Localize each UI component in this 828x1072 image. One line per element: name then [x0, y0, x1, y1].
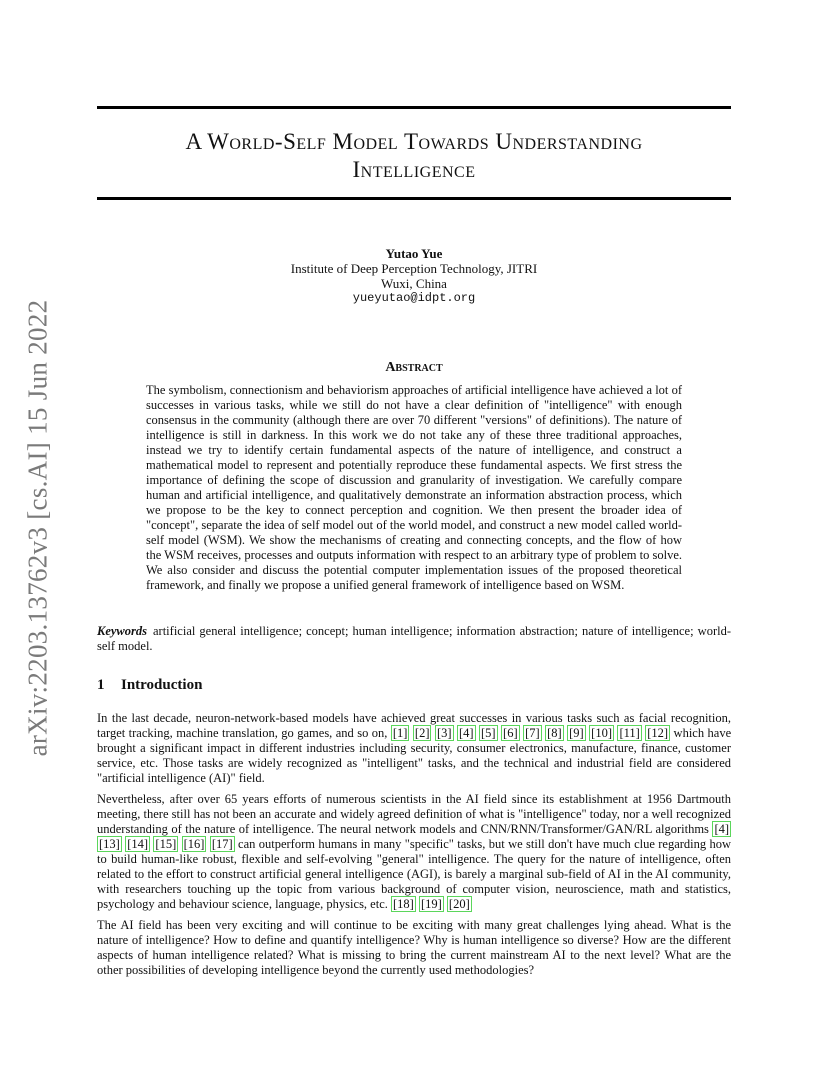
- citation-link[interactable]: [6]: [503, 726, 518, 740]
- citation-link[interactable]: [9]: [569, 726, 584, 740]
- citation-link[interactable]: [1]: [392, 726, 408, 740]
- citation-link[interactable]: [5]: [481, 726, 496, 740]
- paper-title-line-1: A World-Self Model Towards Understanding: [185, 129, 643, 154]
- intro-paragraph-2: [97, 792, 731, 912]
- intro-p2-text: Nevertheless, after over 65 years efforts of numerous scientists in the AI field since its establishment at 1956 Dartmouth meeting, there still has not been an accurate and widely agreed definition of what is "intelligence" today, nor a well recognized understanding of the nature of intelligence. The neural network models and CNN/RNN/Transformer/GAN/RL algorithms: [97, 792, 731, 836]
- title-bottom-rule: [97, 197, 731, 200]
- paper-title-line-2: Intelligence: [352, 157, 476, 182]
- intro-p1-citations: [391, 725, 670, 741]
- citation-link[interactable]: [3]: [436, 726, 452, 740]
- author-name: Yutao Yue: [385, 246, 443, 261]
- citation-link[interactable]: [2]: [414, 726, 430, 740]
- citation-link[interactable]: [8]: [547, 726, 562, 740]
- intro-p1-tail: which have brought a significant impact in different industries including security, consumer electronics, manufacture, finance, customer service, etc. Those tasks are widely recognized as "intelligent" tasks, and the technical and industrial field are considered "artificial intelligence (AI)" field.: [97, 726, 732, 785]
- introduction-body: [97, 711, 731, 984]
- intro-p1-text: In the last decade, neuron-network-based models have achieved great successes in various tasks such as facial recognition, target tracking, machine translation, go games, and so on,: [97, 711, 731, 740]
- citation-link[interactable]: [15]: [155, 837, 177, 851]
- author-affiliation: Institute of Deep Perception Technology, JITRI: [290, 261, 538, 276]
- arxiv-identifier-stamp: [22, 296, 54, 760]
- citation-link[interactable]: [20]: [448, 897, 470, 911]
- paper-title: [97, 128, 731, 184]
- section-title: Introduction: [121, 677, 203, 693]
- citation-link[interactable]: [14]: [127, 837, 149, 851]
- citation-link[interactable]: [4]: [458, 726, 474, 740]
- section-number: 1: [97, 677, 105, 693]
- keywords-label: Keywords: [97, 624, 147, 638]
- citation-link[interactable]: [12]: [647, 726, 669, 740]
- citation-link[interactable]: [18]: [393, 897, 414, 911]
- author-email[interactable]: yueyutao@idpt.org: [352, 291, 476, 305]
- author-block: [97, 246, 731, 306]
- intro-p2-mid: can outperform humans in many "specific" tasks, but we still don't have much clue regarding how to build human-like robust, flexible and self-evolving "general" intelligence. The query for the nature of intelligence, often related to the effort to construct artificial general intelligence (AGI), is barely a marginal sub-field of AI in the AI community, with researchers touching up the topic from various background of computer vision, neuroscience, math and statistics, psychology and behaviour science, language, physics, etc.: [97, 837, 732, 911]
- author-location: Wuxi, China: [381, 276, 447, 291]
- intro-paragraph-1: [97, 711, 731, 786]
- citation-link[interactable]: [10]: [591, 726, 612, 740]
- title-top-rule: [97, 106, 731, 109]
- citation-link[interactable]: [13]: [99, 837, 120, 851]
- citation-link[interactable]: [19]: [420, 897, 442, 911]
- citation-link[interactable]: [11]: [619, 726, 640, 740]
- abstract-heading: Abstract: [385, 360, 443, 375]
- keywords-text: artificial general intelligence; concept; human intelligence; information abstraction; nature of intelligence; world-self model.: [97, 624, 731, 653]
- keywords-paragraph: [97, 624, 731, 654]
- citation-link[interactable]: [7]: [525, 726, 540, 740]
- abstract-text: The symbolism, connectionism and behaviorism approaches of artificial intelligence have achieved a lot of successes in various tasks, while we still do not have a clear definition of "intelligence" with enough consensus in the community (although there are over 70 different "versions" of definitions). The nature of intelligence is still in darkness. In this work we do not take any of these three traditional approaches, instead we try to identify certain fundamental aspects of the nature of intelligence, and construct a mathematical model to represent and potentially reproduce these fundamental aspects. We first stress the importance of defining the scope of discussion and granularity of investigation. We carefully compare human and artificial intelligence, and qualitatively demonstrate an information abstraction process, which we propose to be the key to connect perception and cognition. We then present the broader idea of "concept", separate the idea of self model out of the world model, and construct a new model called world-self model (WSM). We show the mechanisms of creating and connecting concepts, and the flow of how the WSM receives, processes and outputs information with respect to an arbitrary type of problem to solve. We also consider and discuss the potential computer implementation issues of the proposed theoretical framework, and finally we propose a unified general framework of intelligence based on WSM.: [146, 383, 682, 592]
- intro-p2-citations-end: [391, 896, 472, 912]
- citation-link[interactable]: [16]: [183, 837, 205, 851]
- section-heading-introduction: [97, 677, 731, 694]
- citation-link[interactable]: [17]: [211, 837, 233, 851]
- arxiv-stamp-text: arXiv:2203.13762v3 [cs.AI] 15 Jun 2022: [22, 299, 53, 757]
- intro-paragraph-3: The AI field has been very exciting and will continue to be exciting with many great challenges lying ahead. What is the nature of intelligence? How to define and quantify intelligence? Why is human intelligence so diverse? How are the different aspects of human intelligence related? What is missing to bring the current mainstream AI to the next level? What are the other possibilities of developing intelligence beyond the currently used methodologies?: [97, 918, 731, 977]
- citation-link[interactable]: [4]: [714, 822, 730, 836]
